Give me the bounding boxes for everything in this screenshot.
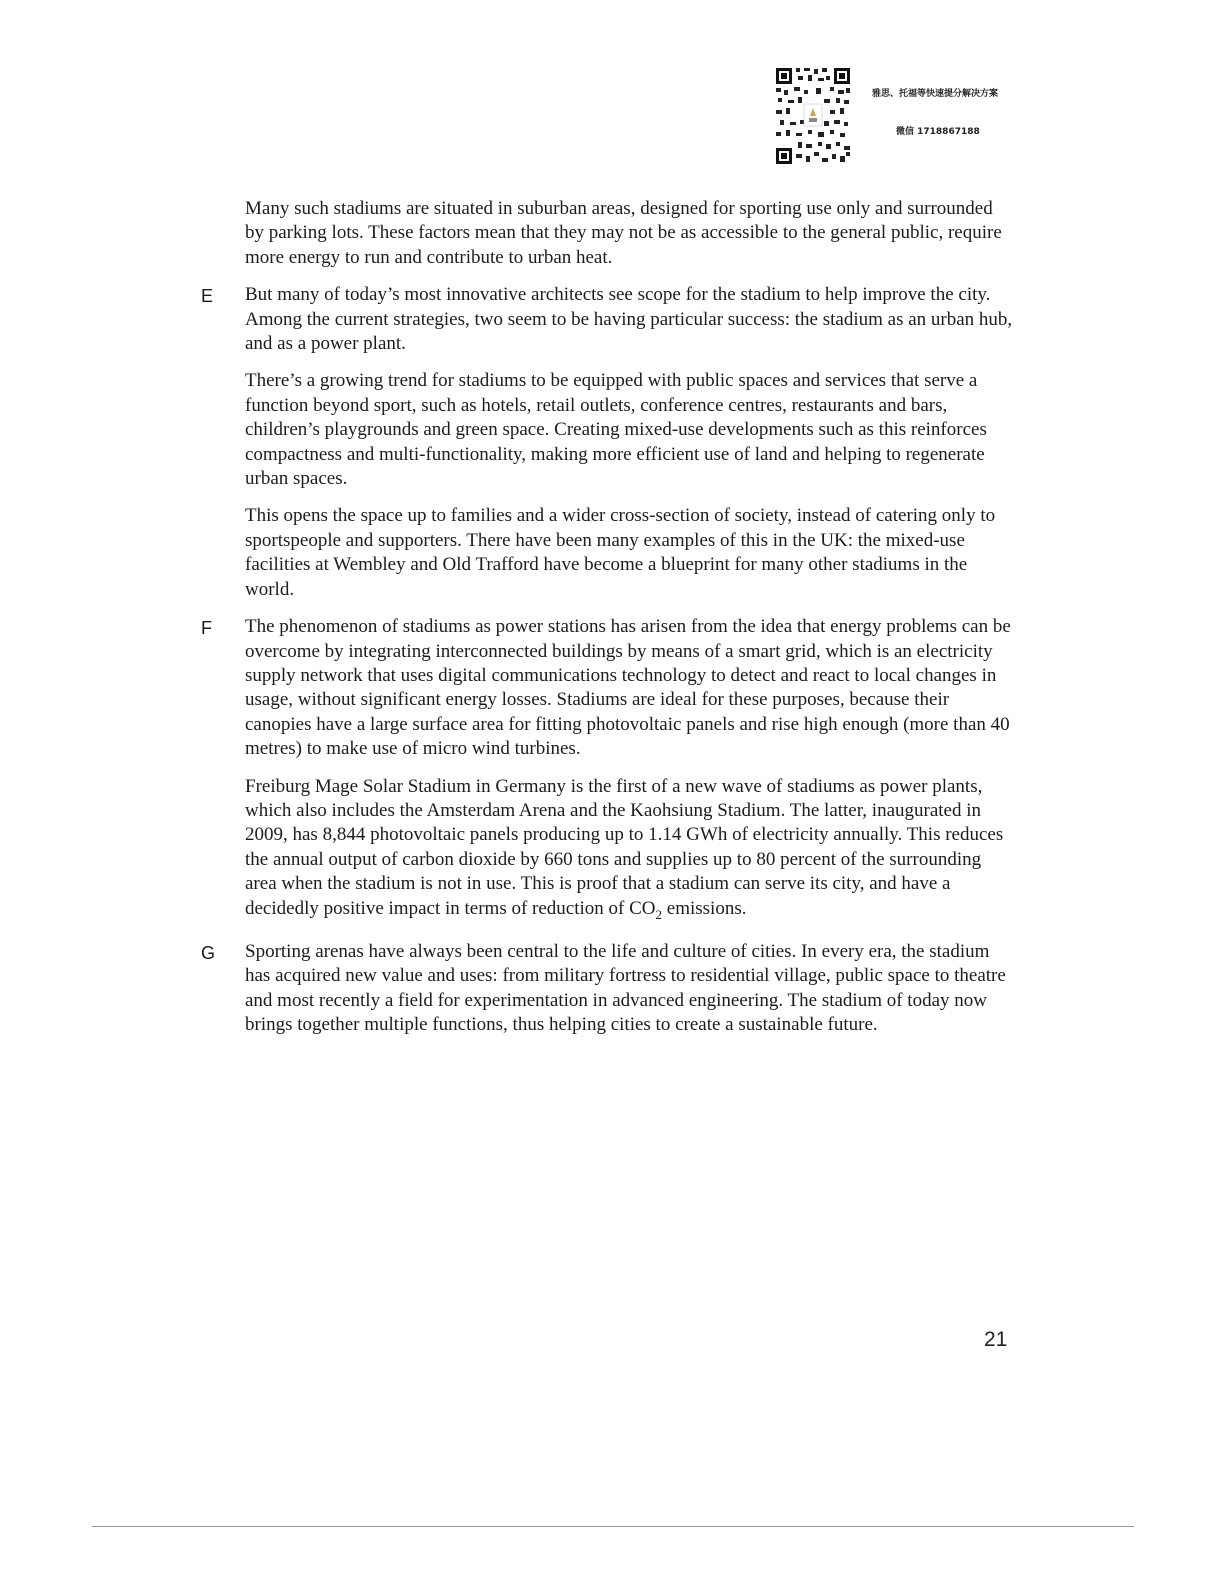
page-number: 21 [984,1328,1008,1351]
paragraph-text: But many of today’s most innovative architects see scope for the stadium to help improve the city. Among the current strategies, two seem to be having particular success: the stadium as an urban hub, and as a power plant. [245,284,1013,355]
paragraph-g [201,940,1015,1038]
paragraph-text: Many such stadiums are situated in suburban areas, designed for sporting use only and surrounded by parking lots. These factors mean that they may not be as accessible to the general public, require more energy to run and contribute to urban heat. [245,198,1002,268]
section-letter-e: E [201,286,214,307]
paragraph-f [201,615,1015,761]
paragraph-d-continued [245,197,1015,270]
paragraph-text: The phenomenon of stadiums as power stations has arisen from the idea that energy problems can be overcome by integrating interconnected buildings by means of a smart grid, which is an electricity supply network that uses digital communications technology to detect and react to local changes in usage, without significant energy losses. Stadiums are ideal for these purposes, because their canopies have a large surface area for fitting photovoltaic panels and rise high enough (more than 40 metres) to make use of micro wind turbines. [245,616,1011,760]
paragraph-e-2 [245,369,1015,491]
section-letter-g: G [201,942,216,963]
paragraph-f-2 [245,775,1015,927]
paragraph-text: Sporting arenas have always been central to the life and culture of cities. In every era, the stadium has acquired new value and uses: from military fortress to residential village, public space to theatre and most recently a field for experimentation in advanced engineering. The stadium of today now brings together multiple functions, thus helping cities to create a sustainable future. [245,940,1006,1035]
co2-subscript: 2 [655,906,663,922]
paragraph-text: There’s a growing trend for stadiums to be equipped with public spaces and services that serve a function beyond sport, such as hotels, retail outlets, conference centres, restaurants and bars, children’s playgrounds and green space. Creating mixed-use developments such as this reinforces compactness and multi-functionality, making more efficient use of land and helping to regenerate urban spaces. [245,370,987,490]
paragraph-e [201,283,1015,356]
section-letter-f: F [201,618,212,639]
footer-divider [92,1526,1134,1527]
qr-code-icon [774,66,852,166]
paragraph-text-end: emissions. [662,897,747,919]
paragraph-text: This opens the space up to families and a wider cross-section of society, instead of catering only to sportspeople and supporters. There have been many examples of this in the UK: the mixed-use facilities at Wembley and Old Trafford have become a blueprint for many other stadiums in the world. [245,505,996,600]
qr-caption-wechat: 微信 1718867188 [896,127,980,137]
paragraph-e-3 [245,504,1015,602]
article-body [201,197,1015,1050]
paragraph-text: Freiburg Mage Solar Stadium in Germany is the first of a new wave of stadiums as power plants, which also includes the Amsterdam Arena and the Kaohsiung Stadium. The latter, inaugurated in 2009, has 8,844 photovoltaic panels producing up to 1.14 GWh of electricity annually. This reduces the annual output of carbon dioxide by 660 tons and supplies up to 80 percent of the surrounding area when the stadium is not in use. This is proof that a stadium can serve its city, and have a decidedly positive impact in terms of reduction of CO [245,775,1004,919]
qr-caption-promo: 雅思、托福等快速提分解决方案 [872,89,999,99]
